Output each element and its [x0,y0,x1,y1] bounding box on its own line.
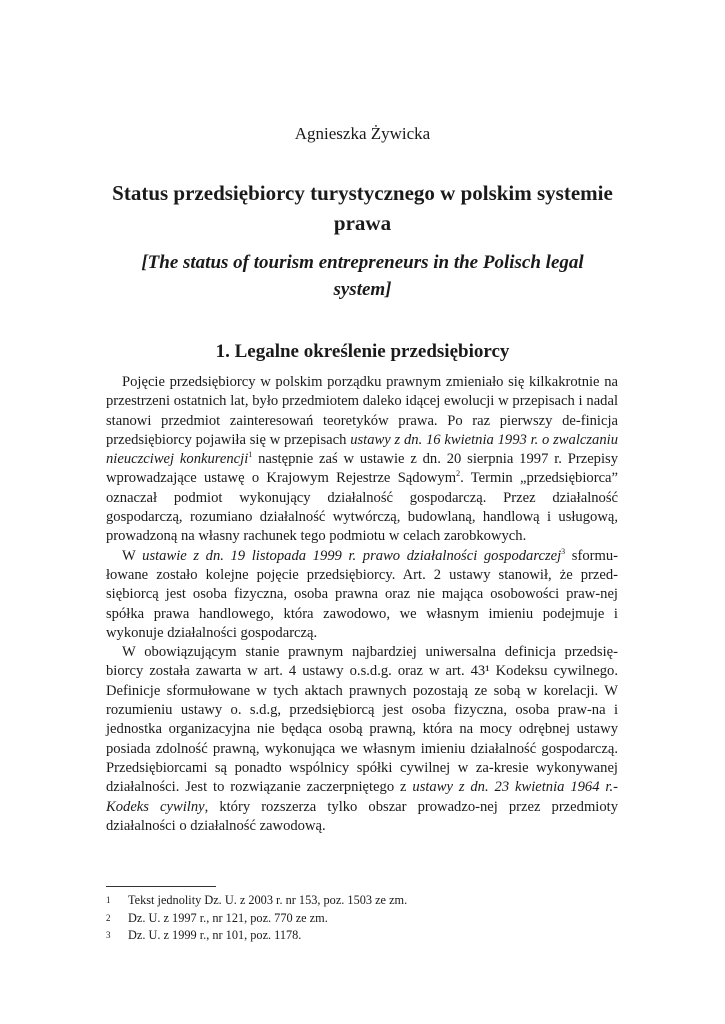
footnote-item [106,892,618,910]
law-citation: ustawie z dn. 19 listopada 1999 r. prawo działalności gospodarczej [142,547,562,564]
body-text [106,373,618,836]
paper-title-english: [The status of tourism entrepreneurs in the Polisch legal system] [141,252,584,300]
footnote-item [106,927,618,945]
section-heading: 1. Legalne określenie przedsiębiorcy [215,341,510,362]
footnote-text: Dz. U. z 1997 r., nr 121, poz. 770 ze zm. [128,910,328,925]
footnote-number: 3 [106,930,111,940]
paragraph-text: Pojęcie przedsiębiorcy w polskim porządku prawnym zmieniało się kilkakrotnie na przestrzeni ostatnich lat, było przedmiotem daleko idącej ewolucji w przepisach i nadal stanowi przedmiot zainteresowań teoretyków prawa. Po raz pierwszy de-finicja przedsiębiorcy pojawiła się w przepisach [106,374,618,448]
paragraph-text: W obowiązującym stanie prawnym najbardziej uniwersalna definicja przedsię-biorcy została zawarta w art. 4 ustawy o.s.d.g. oraz w art. 43¹ Kodeksu cywilnego. Definicje sformułowane w tych aktach prawnych pozostają ze sobą w korelacji. W rozumieniu ustawy o. s.d.g, przedsiębiorcą jest osoba fizyczna, osoba praw-na i jednostka organizacyjna nie będąca osobą prawną, która na mocy odrębnej ustawy posiada zdolność prawną, wykonująca we własnym imieniu działalność gospodarczą. Przedsiębiorcami są ponadto wspólnicy spółki cywilnej w za-kresie wykonywanej działalności. Jest to rozwiązanie zaczerpniętego z [106,644,618,796]
footnote-divider [106,886,216,887]
paragraph-text: następnie zaś w ustawie z dn. 20 sierpnia 1997 r. Przepisy wprowadzające ustawę o Krajowym Rejestrze Sądowym [106,451,618,487]
paper-title: Status przedsiębiorcy turystycznego w polskim systemie prawa [112,181,613,235]
law-citation: ustawy z dn. 16 kwietnia 1993 r. o zwalczaniu nieuczciwej konkurencji [106,431,618,468]
footnote-text: Tekst jednolity Dz. U. z 2003 r. nr 153, poz. 1503 ze zm. [128,893,408,907]
paragraph-text: , który rozszerza tylko obszar prowadzo-nej przez przedmioty działalności o działalność zawodową. [106,798,618,834]
paragraph-text: . Termin „przedsiębiorca” oznaczał podmiot wykonujący działalność gospodarczą. Przez działalność gospodarczą, rozumiano działalność wytwórczą, budowlaną, handlową i usługową, prowadzoną na własny rachunek tego podmiotu w celach zarobkowych. [106,470,619,545]
paragraph-2 [106,547,618,643]
paragraph-text: W [122,547,143,564]
paragraph-3 [106,643,618,836]
author-name: Agnieszka Żywicka [294,124,431,143]
paragraph-1 [106,373,618,547]
footnote-ref: 2 [456,469,461,479]
footnote-item [106,910,618,928]
footnote-text: Dz. U. z 1999 r., nr 101, poz. 1178. [128,928,302,942]
footnote-number: 2 [106,912,111,923]
footnote-ref: 3 [561,546,566,556]
footnotes [106,892,618,945]
paragraph-text: sformu-łowane zostało kolejne pojęcie przedsiębiorcy. Art. 2 ustawy stanowił, że przed-siębiorcą jest osoba fizyczna, osoba prawna oraz nie mająca osobowości praw-nej spółka prawa handlowego, która zawodowo, we własnym imieniu podejmuje i wykonuje działalności gospodarczą. [106,547,618,641]
law-citation: ustawy z dn. 23 kwietnia 1964 r.-Kodeks cywilny [106,779,618,815]
footnote-ref: 1 [248,450,253,460]
footnote-number: 1 [106,895,111,905]
